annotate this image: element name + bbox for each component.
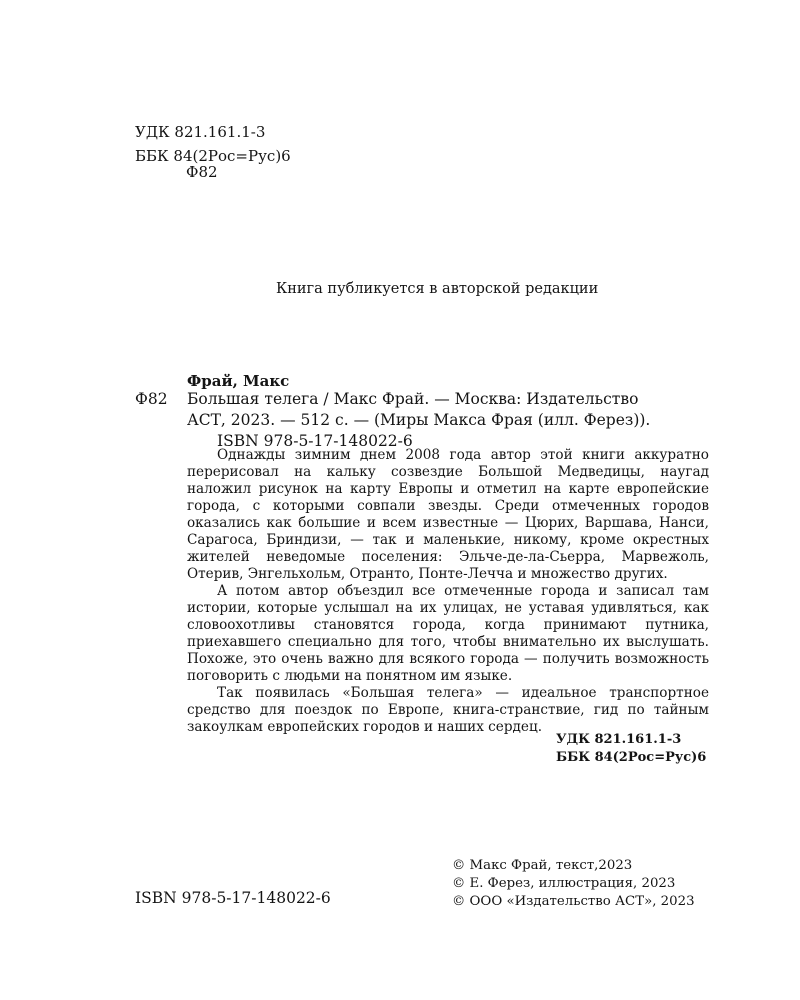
copyright-publisher: © ООО «Издательство АСТ», 2023 (452, 894, 695, 909)
catalog-author: Фрай, Макс (187, 372, 290, 390)
annotation-bbk: ББК 84(2Рос=Рус)6 (556, 750, 707, 765)
author-mark: Ф82 (186, 163, 218, 181)
annotation-paragraph: Так появилась «Большая телега» — идеальное транспортное средство для поездок по Европе, книга-странствие, гид по тайным закоулкам европейских городов и наших сердец. (187, 685, 709, 735)
catalog-title-line-2: АСТ, 2023. — 512 с. — (Миры Макса Фрая (илл. Ферез)). (187, 411, 651, 429)
footer-isbn: ISBN 978-5-17-148022-6 (135, 889, 331, 907)
annotation-paragraph: Однажды зимним днем 2008 года автор этой книги аккуратно перерисовал на кальку созвездие Большой Медведицы, наугад наложил рисунок на карту Европы и отметил на карте европейские города, с которыми совпали звезды. Среди отмеченных городов оказались как большие и всем известные — Цюрих, Варшава, Нанси, Сарагоса, Бриндизи, — так и маленькие, никому, кроме окрестных жителей неведомые поселения: Эльче-де-ла-Сьерра, Марвежоль, Отерив, Энгельхольм, Отранто, Понте-Леччa и множество других. (187, 447, 709, 582)
annotation-udk: УДК 821.161.1-3 (556, 732, 682, 747)
copyright-illustration: © Е. Ферез, иллюстрация, 2023 (452, 876, 676, 891)
catalog-isbn: ISBN 978-5-17-148022-6 (217, 432, 413, 450)
annotation (187, 447, 709, 736)
copyright-author: © Макс Фрай, текст,2023 (452, 858, 633, 873)
catalog-author-mark: Ф82 (135, 390, 168, 408)
catalog-title-line-1: Большая телега / Макс Фрай. — Москва: Издательство (187, 390, 639, 408)
annotation-paragraph: А потом автор объездил все отмеченные города и записал там истории, которые услышал на их улицах, не уставая удивляться, как словоохотливы становятся города, когда принимают путника, приехавшего специально для того, чтобы внимательно их выслушать. Похоже, это очень важно для всякого города — получить возможность поговорить с людьми на понятном им языке. (187, 583, 709, 684)
udk-code: УДК 821.161.1-3 (135, 123, 266, 141)
bbk-code: ББК 84(2Рос=Рус)6 (135, 147, 291, 165)
editorial-notice: Книга публикуется в авторской редакции (276, 281, 599, 297)
